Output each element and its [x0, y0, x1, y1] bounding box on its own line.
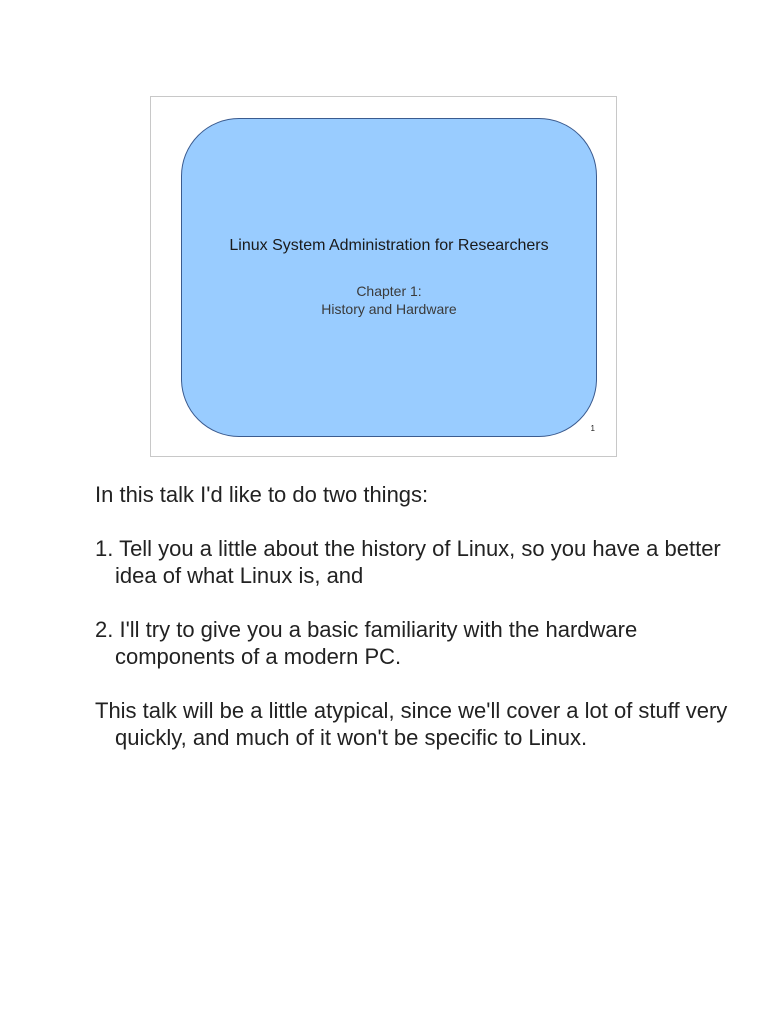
speaker-notes: [95, 481, 735, 778]
slide-subtitle: History and Hardware: [321, 301, 457, 317]
slide-title: Linux System Administration for Researchers: [229, 237, 549, 254]
slide-chapter: Chapter 1:: [356, 283, 422, 299]
notes-intro: In this talk I'd like to do two things:: [95, 482, 429, 507]
notes-item-1: 1. Tell you a little about the history of Linux, so you have a better idea of what Linux is, and: [95, 536, 721, 588]
slide-thumbnail: [150, 96, 617, 457]
notes-closing: This talk will be a little atypical, since we'll cover a lot of stuff very quickly, and much of it won't be specific to Linux.: [95, 698, 728, 750]
notes-item-2: 2. I'll try to give you a basic familiarity with the hardware components of a modern PC.: [95, 617, 638, 669]
slide-rounded-box: [181, 118, 597, 437]
slide-page-number: 1: [590, 424, 595, 433]
